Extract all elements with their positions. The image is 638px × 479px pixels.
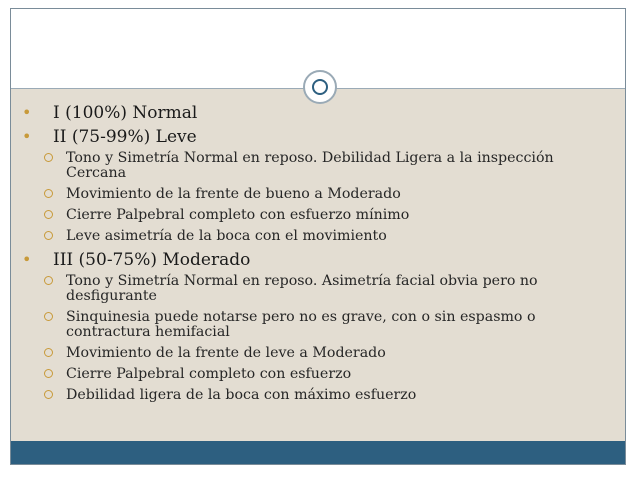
list-item-text: III (50-75%) Moderado xyxy=(53,250,251,270)
bullet-dot-icon: • xyxy=(22,103,32,122)
ring-bullet-icon xyxy=(44,369,53,378)
sub-item xyxy=(18,367,618,382)
ring-bullet-icon xyxy=(44,390,53,399)
sub-item xyxy=(18,208,618,223)
list-item xyxy=(18,127,618,147)
sub-item-text: Cierre Palpebral completo con esfuerzo xyxy=(66,366,352,382)
sub-item-text: Movimiento de la frente de leve a Moderado xyxy=(66,345,386,361)
ring-bullet-icon xyxy=(44,276,53,285)
sub-item xyxy=(18,310,618,340)
sub-item xyxy=(18,274,618,304)
ring-bullet-icon xyxy=(44,312,53,321)
sub-item-text: Leve asimetría de la boca con el movimiento xyxy=(66,228,387,244)
ring-bullet-icon xyxy=(44,153,53,162)
ring-bullet-icon xyxy=(44,231,53,240)
sub-item xyxy=(18,229,618,244)
bullet-list xyxy=(18,103,618,409)
sub-item xyxy=(18,346,618,361)
sub-item xyxy=(18,187,618,202)
ring-bullet-icon xyxy=(44,348,53,357)
ring-bullet-icon xyxy=(44,210,53,219)
footer-bar xyxy=(11,441,625,464)
sub-item-text: Sinquinesia puede notarse pero no es grave, con o sin espasmo o contractura hemifacial xyxy=(66,309,536,340)
list-item xyxy=(18,103,618,123)
inner-circle xyxy=(312,79,328,95)
sub-item-text: Tono y Simetría Normal en reposo. Debilidad Ligera a la inspección Cercana xyxy=(66,150,554,181)
list-item-text: II (75-99%) Leve xyxy=(53,127,197,147)
sub-item-text: Debilidad ligera de la boca con máximo esfuerzo xyxy=(66,387,417,403)
ring-bullet-icon xyxy=(44,189,53,198)
list-item-text: I (100%) Normal xyxy=(53,103,198,123)
bullet-dot-icon: • xyxy=(22,250,32,269)
sub-item-text: Cierre Palpebral completo con esfuerzo mínimo xyxy=(66,207,410,223)
sub-item-text: Movimiento de la frente de bueno a Moderado xyxy=(66,186,401,202)
bullet-dot-icon: • xyxy=(22,127,32,146)
list-item xyxy=(18,250,618,270)
sub-item xyxy=(18,151,618,181)
sub-item-text: Tono y Simetría Normal en reposo. Asimetría facial obvia pero no desfigurante xyxy=(66,273,538,304)
sub-item xyxy=(18,388,618,403)
double-circle-icon xyxy=(303,70,337,104)
